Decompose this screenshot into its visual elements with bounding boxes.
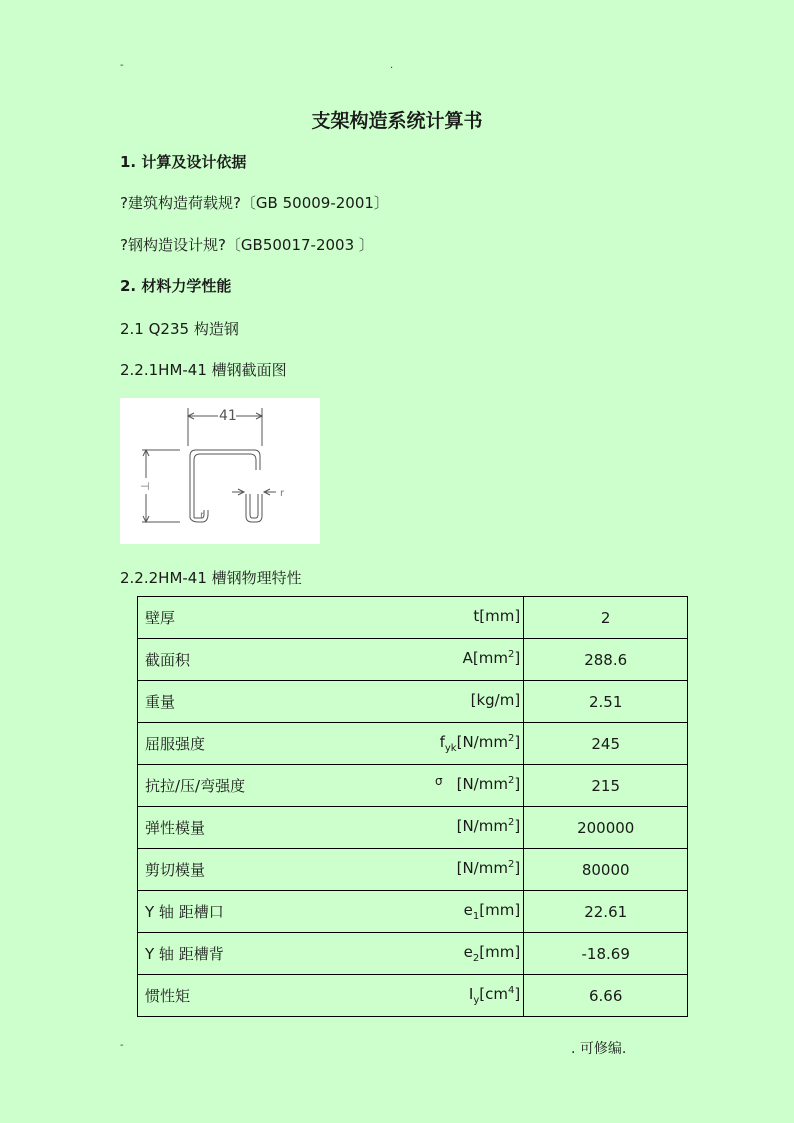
- unit-symbol: A: [462, 649, 473, 667]
- unit-text: [kg/m]: [470, 691, 521, 709]
- property-value: 245: [524, 723, 688, 765]
- unit-symbol: σ: [435, 774, 443, 788]
- property-unit: [435, 891, 524, 933]
- unit-symbol: I: [468, 985, 474, 1003]
- property-unit: [435, 681, 524, 723]
- table-row: [138, 849, 688, 891]
- section-2-1: 2.1 Q235 构造钢: [120, 320, 239, 338]
- unit-exponent: 4: [507, 985, 515, 996]
- footer-left-mark: -: [120, 1040, 124, 1051]
- dimension-label-41: 41: [219, 408, 237, 424]
- property-value: 6.66: [524, 975, 688, 1017]
- unit-exponent: 2: [507, 859, 515, 870]
- unit-symbol-subscript: y: [473, 995, 480, 1006]
- property-unit: [435, 639, 524, 681]
- reference-gb50009: ?建筑构造荷载规?〔GB 50009-2001〕: [120, 194, 389, 212]
- property-unit: [435, 933, 524, 975]
- table-row: [138, 681, 688, 723]
- table-row: [138, 765, 688, 807]
- channel-section-drawing: [120, 398, 320, 544]
- property-unit: [435, 597, 524, 639]
- unit-close: ]: [514, 775, 521, 793]
- unit-symbol: e: [463, 901, 473, 919]
- unit-exponent: 2: [507, 733, 515, 744]
- unit-close: ]: [514, 733, 521, 751]
- unit-exponent: 2: [507, 649, 515, 660]
- unit-close: ]: [514, 649, 521, 667]
- document-title: 支架构造系统计算书: [311, 110, 483, 132]
- property-name: 弹性模量: [138, 807, 436, 849]
- unit-text: [mm]: [479, 607, 521, 625]
- property-value: 22.61: [524, 891, 688, 933]
- unit-symbol: e: [463, 943, 473, 961]
- property-unit: [435, 849, 524, 891]
- unit-symbol-subscript: yk: [444, 743, 457, 754]
- property-value: -18.69: [524, 933, 688, 975]
- channel-section-figure: [120, 398, 320, 544]
- header-center-mark: .: [390, 60, 394, 71]
- section-2-2-2: 2.2.2HM-41 槽钢物理特性: [120, 569, 302, 587]
- unit-text: [mm]: [479, 901, 521, 919]
- reference-gb50017: ?钢构造设计规?〔GB50017-2003 〕: [120, 236, 374, 254]
- unit-text: [cm: [479, 985, 508, 1003]
- property-name: Y 轴 距槽口: [138, 891, 436, 933]
- unit-symbol-subscript: 2: [472, 953, 480, 964]
- property-name: 重量: [138, 681, 436, 723]
- table-row: [138, 639, 688, 681]
- unit-text: [mm]: [479, 943, 521, 961]
- table-row: [138, 597, 688, 639]
- unit-symbol-subscript: 1: [472, 911, 480, 922]
- property-name: 屈服强度: [138, 723, 436, 765]
- property-value: 288.6: [524, 639, 688, 681]
- header-left-mark: -: [120, 60, 124, 71]
- properties-table: [137, 596, 688, 1017]
- property-name: 惯性矩: [138, 975, 436, 1017]
- section-1-heading: 1. 计算及设计依据: [120, 153, 247, 171]
- section-2-heading: 2. 材料力学性能: [120, 277, 232, 295]
- unit-text: [mm: [472, 649, 508, 667]
- unit-close: ]: [514, 985, 521, 1003]
- property-unit: [435, 975, 524, 1017]
- section-2-2-1: 2.2.1HM-41 槽钢截面图: [120, 361, 287, 379]
- table-row: [138, 891, 688, 933]
- property-value: 2.51: [524, 681, 688, 723]
- unit-exponent: 2: [507, 775, 515, 786]
- property-name: 壁厚: [138, 597, 436, 639]
- unit-text: [N/mm: [456, 817, 508, 835]
- unit-text: [N/mm: [456, 733, 508, 751]
- table-row: [138, 723, 688, 765]
- property-name: 剪切模量: [138, 849, 436, 891]
- property-unit: [435, 765, 524, 807]
- svg-text:r: r: [200, 510, 205, 521]
- property-name: Y 轴 距槽背: [138, 933, 436, 975]
- property-name: 抗拉/压/弯强度: [138, 765, 436, 807]
- property-unit: [435, 807, 524, 849]
- unit-close: ]: [514, 859, 521, 877]
- table-row: [138, 933, 688, 975]
- property-value: 80000: [524, 849, 688, 891]
- property-value: 215: [524, 765, 688, 807]
- svg-text:r: r: [280, 488, 285, 499]
- unit-symbol: t: [473, 607, 480, 625]
- property-value: 200000: [524, 807, 688, 849]
- footer-editable-note: . 可修编.: [571, 1041, 627, 1057]
- unit-text: [N/mm: [456, 859, 508, 877]
- property-value: 2: [524, 597, 688, 639]
- svg-text:⊣: ⊣: [140, 480, 150, 493]
- property-unit: [435, 723, 524, 765]
- unit-text: [N/mm: [456, 775, 508, 793]
- property-name: 截面积: [138, 639, 436, 681]
- unit-close: ]: [514, 817, 521, 835]
- table-row: [138, 975, 688, 1017]
- unit-exponent: 2: [507, 817, 515, 828]
- unit-symbol: f: [439, 733, 445, 751]
- table-row: [138, 807, 688, 849]
